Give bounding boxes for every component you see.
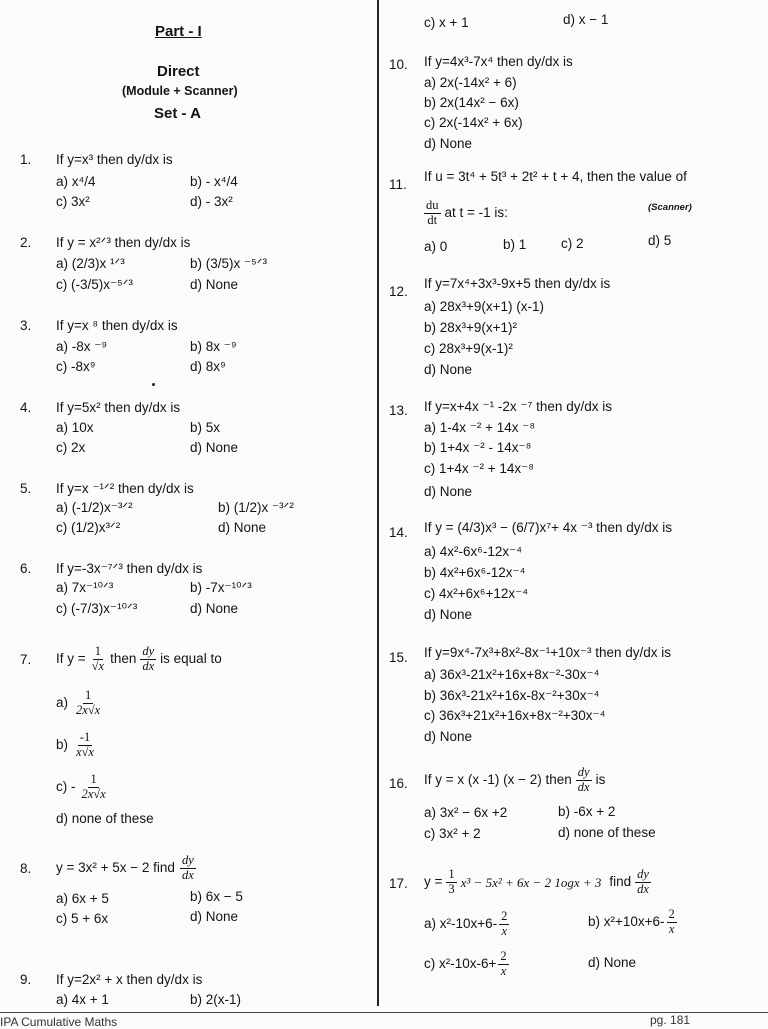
option-b: b) 1+4x ⁻² - 14x⁻⁸ [424, 440, 532, 455]
option-a: a) 0 [424, 239, 448, 254]
question-number: 7. [20, 652, 32, 667]
option-d: d) None [424, 729, 473, 744]
question-text: If y=x+4x ⁻¹ -2x ⁻⁷ then dy/dx is [424, 399, 612, 414]
set-title: Set - A [154, 105, 201, 122]
option-d: d) None [424, 484, 473, 499]
fraction-dy-dx: $\frac{dy}{dx}$ [181, 852, 194, 882]
question-text: If y=4x³-7x⁴ then dy/dx is [424, 54, 573, 69]
question-text: If y=5x² then dy/dx is [56, 400, 181, 415]
option-a: a) 10x [56, 420, 94, 435]
option-a: a) (-1/2)x⁻³ᐟ² [56, 500, 133, 515]
option-a: a) $\frac{1}{2x√x}$ [56, 687, 101, 717]
option-c: c) 36x³+21x²+16x+8x⁻²+30x⁻⁴ [424, 708, 606, 723]
part-title: Part - I [155, 23, 202, 40]
option-b: b) 2(x-1) [190, 992, 242, 1007]
option-b: b) (1/2)x ⁻³ᐟ² [218, 500, 294, 515]
option-a: a) 1-4x ⁻² + 14x ⁻⁸ [424, 420, 536, 435]
option-b: b) x²+10x+6- $\frac{2}{x}$ [588, 906, 675, 936]
question-text: If y=2x² + x then dy/dx is [56, 972, 203, 987]
option-d: d) none of these [558, 825, 656, 840]
question-text: y = $\frac{1}{3}$ x³ − 5x² + 6x − 2 1ogx + 3 find $\frac{dy}{dx}$ [424, 866, 649, 896]
question-text: y = 3x² + 5x − 2 find $\frac{dy}{dx}$ [56, 852, 194, 882]
question-number: 12. [389, 284, 408, 299]
question-number: 2. [20, 235, 32, 250]
option-c: c) 2 [561, 236, 584, 251]
option-b: b) 28x³+9(x+1)² [424, 320, 518, 335]
option-a: a) x²-10x+6- $\frac{2}{x}$ [424, 908, 508, 938]
option-a: a) 7x⁻¹⁰ᐟ³ [56, 580, 114, 595]
question-number: 5. [20, 481, 32, 496]
option-b: b) 2x(14x² − 6x) [424, 95, 519, 110]
option-d: d) x − 1 [563, 12, 609, 27]
question-text: If y=x³ then dy/dx is [56, 152, 173, 167]
option-c: c) x + 1 [424, 15, 469, 30]
question-number: 11. [389, 177, 407, 192]
option-b: b) 1 [503, 237, 527, 252]
option-a: a) 2x(-14x² + 6) [424, 75, 517, 90]
footer-left: IPA Cumulative Maths [0, 1015, 118, 1029]
option-a: a) -8x ⁻⁹ [56, 339, 108, 354]
option-c: c) (1/2)x³ᐟ² [56, 520, 121, 535]
option-c: c) 5 + 6x [56, 911, 109, 926]
option-b: b) -7x⁻¹⁰ᐟ³ [190, 580, 252, 595]
option-b: b) $\frac{-1}{x√x}$ [56, 729, 94, 759]
option-b: b) 5x [190, 420, 221, 435]
option-a: a) 4x + 1 [56, 992, 109, 1007]
option-a: a) x⁴/4 [56, 174, 96, 189]
option-c: c) 3x² [56, 194, 90, 209]
option-d: d) None [190, 909, 239, 924]
option-d: d) None [424, 136, 473, 151]
option-d: d) 8x⁹ [190, 359, 226, 374]
question-text: If u = 3t⁴ + 5t³ + 2t² + t + 4, then the value of [424, 169, 687, 184]
question-text: If y = x²ᐟ³ then dy/dx is [56, 235, 191, 250]
question-text-a: If y = [56, 651, 86, 667]
option-b: b) -6x + 2 [558, 804, 616, 819]
option-a: a) 6x + 5 [56, 891, 109, 906]
section-title: Direct [157, 63, 200, 80]
question-number: 3. [20, 318, 32, 333]
option-d: d) None [218, 520, 267, 535]
option-c: c) - $\frac{1}{2x√x}$ [56, 771, 106, 801]
option-c: c) 28x³+9(x-1)² [424, 341, 513, 356]
option-b: b) 4x²+6x⁶-12x⁻⁴ [424, 565, 526, 580]
question-number: 16. [389, 776, 408, 791]
stray-dot [152, 383, 155, 386]
page-number: pg. 181 [650, 1013, 691, 1027]
question-text: If y=x ⁸ then dy/dx is [56, 318, 178, 333]
question-number: 8. [20, 861, 32, 876]
question-number: 17. [389, 876, 408, 891]
option-c: c) -8x⁹ [56, 359, 96, 374]
question-text-b: then [110, 651, 137, 667]
option-a: a) (2/3)x ¹ᐟ³ [56, 256, 125, 271]
question-number: 9. [20, 972, 32, 987]
option-c: c) 1+4x ⁻² + 14x⁻⁸ [424, 461, 534, 476]
fraction-dy-dx: $\frac{dy}{dx}$ [577, 764, 590, 794]
fraction-du-dt: $\frac{du}{dt}$ [426, 197, 439, 227]
question-number: 6. [20, 561, 32, 576]
option-b: b) - x⁴/4 [190, 174, 238, 189]
question-number: 4. [20, 400, 32, 415]
option-a: a) 28x³+9(x+1) (x-1) [424, 299, 545, 314]
option-d: d) - 3x² [190, 194, 233, 209]
question-text: If y=x ⁻¹ᐟ² then dy/dx is [56, 481, 194, 496]
question-number: 10. [389, 57, 408, 72]
section-subtitle: (Module + Scanner) [122, 84, 238, 98]
option-d: d) None [588, 955, 637, 970]
option-a: a) 4x²-6x⁶-12x⁻⁴ [424, 544, 523, 559]
fraction-dy-dx: $\frac{dy}{dx}$ [637, 866, 649, 896]
question-number: 15. [389, 650, 408, 665]
option-c: c) (-7/3)x⁻¹⁰ᐟ³ [56, 601, 138, 616]
option-b: b) 8x ⁻⁹ [190, 339, 237, 354]
fraction-dy-dx: $\frac{dy}{dx}$ [142, 643, 155, 673]
option-d: d) None [190, 440, 239, 455]
option-d: d) None [190, 277, 239, 292]
option-d: d) None [424, 607, 473, 622]
column-divider [377, 0, 379, 1006]
question-number: 1. [20, 152, 32, 167]
option-b: b) 36x³-21x²+16x-8x⁻²+30x⁻⁴ [424, 688, 600, 703]
question-text: If y = x (x -1) (x − 2) then $\frac{dy}{dx}$ is [424, 764, 606, 794]
option-c: c) x²-10x-6+ $\frac{2}{x}$ [424, 948, 507, 978]
option-c: c) 3x² + 2 [424, 826, 481, 841]
option-d: d) none of these [56, 811, 154, 826]
question-text: If y=7x⁴+3x³-9x+5 then dy/dx is [424, 276, 611, 291]
question-text [56, 640, 222, 678]
option-c: c) 4x²+6x⁶+12x⁻⁴ [424, 586, 529, 601]
question-number: 13. [389, 403, 408, 418]
option-b: b) 6x − 5 [190, 889, 243, 904]
fraction-one-over-root-x: $\frac{1}{√x}$ [91, 643, 105, 673]
option-d: d) None [190, 601, 239, 616]
option-a: a) 36x³-21x²+16x+8x⁻²-30x⁻⁴ [424, 667, 600, 682]
option-c: c) (-3/5)x⁻⁵ᐟ³ [56, 277, 133, 292]
question-text: If y=9x⁴-7x³+8x²-8x⁻¹+10x⁻³ then dy/dx is [424, 645, 672, 660]
option-a: a) 3x² − 6x +2 [424, 805, 508, 820]
question-text-c: is equal to [160, 651, 222, 667]
option-d: d) 5 [648, 233, 672, 248]
option-d: d) None [424, 362, 473, 377]
question-number: 14. [389, 525, 408, 540]
question-text-continued: $\frac{du}{dt}$ at t = -1 is: [426, 197, 508, 227]
option-c: c) 2x(-14x² + 6x) [424, 115, 523, 130]
question-text: If y=-3x⁻⁷ᐟ³ then dy/dx is [56, 561, 203, 576]
question-text: If y = (4/3)x³ − (6/7)x⁷+ 4x ⁻³ then dy/dx is [424, 520, 672, 535]
option-c: c) 2x [56, 440, 86, 455]
option-b: b) (3/5)x ⁻⁵ᐟ³ [190, 256, 267, 271]
scanner-tag: (Scanner) [648, 202, 692, 213]
